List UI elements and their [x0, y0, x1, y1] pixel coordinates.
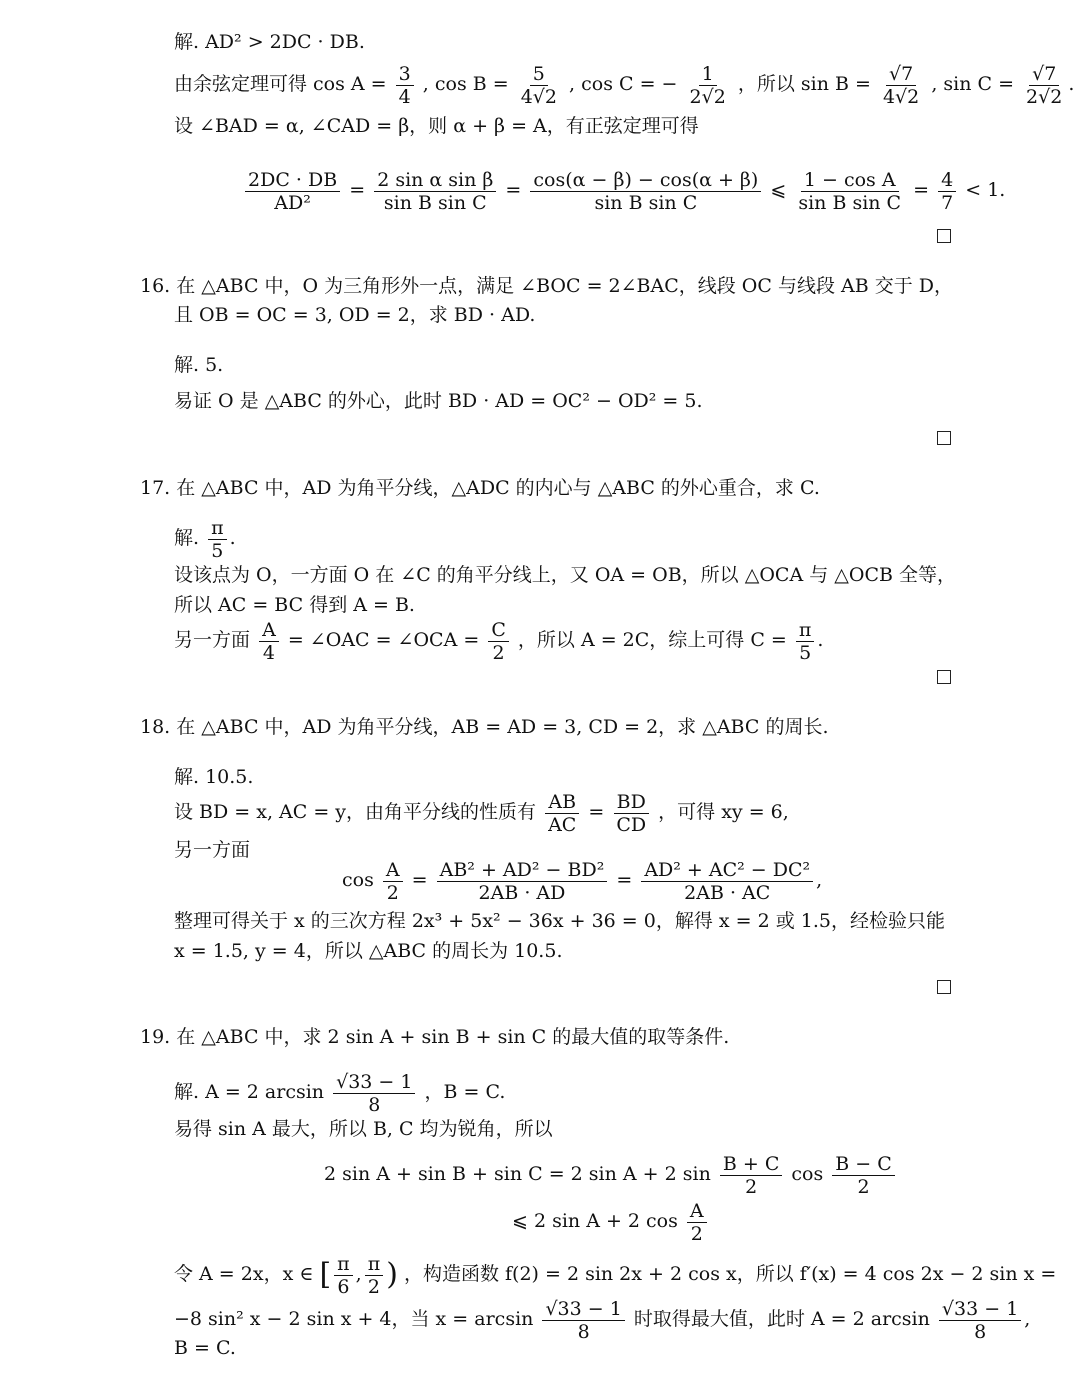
- fraction-bd-cd: $\frac{BD}{CD}$: [613, 791, 649, 836]
- qed-box: [937, 980, 951, 994]
- p17-question: 17. 在 △ABC 中，AD 为角平分线，△ADC 的内心与 △ABC 的外心重合，求 C.: [140, 477, 820, 499]
- p19-answer: 解. A = 2 arcsin $\frac{√33 - 1}{8}$ ，B = C.: [174, 1070, 506, 1116]
- p15-main-equation: $\frac{2DC \cdot DB}{\text{AD²}}$ = $\frac{\text{2 sin α sin β}}{\text{sin B sin C}}$ = $\frac{\cos(\alpha - \beta) - \cos(\alpha + \beta)}{\text{sin B sin C}}$ ⩽ $\frac{\text{1 − cos A}}{\text{sin B sin C}}$ = $\frac{4}{7}$ < 1.: [242, 166, 1005, 214]
- p19-solution-line1: 易得 sin A 最大，所以 B, C 均为锐角，所以: [174, 1118, 553, 1140]
- qed-box: [937, 431, 951, 445]
- p16-answer: 解. 5.: [174, 354, 224, 376]
- p18-solution-line2: 另一方面: [174, 839, 251, 861]
- p15-angle-setup: 设 ∠BAD = α, ∠CAD = β，则 α + β = A，有正弦定理可得: [174, 115, 699, 137]
- p17-solution-line1: 设该点为 O，一方面 O 在 ∠C 的角平分线上，又 OA = OB，所以 △OCA 与 △OCB 全等，: [174, 564, 956, 586]
- fraction-3-4: $\frac{3}{4}$: [396, 63, 414, 108]
- p18-solution-line3: 整理可得关于 x 的三次方程 2x³ + 5x² − 36x + 36 = 0，解得 x = 2 或 1.5，经检验只能: [174, 910, 945, 932]
- p17-solution-line2: 所以 AC = BC 得到 A = B.: [174, 594, 415, 616]
- fraction-cosb: $\frac{5}{4√2}$: [520, 62, 557, 108]
- p18-question: 18. 在 △ABC 中，AD 为角平分线，AB = AD = 3, CD = 2，求 △ABC 的周长.: [140, 716, 829, 738]
- p19-solution-line4: B = C.: [174, 1337, 236, 1359]
- p15-answer: 解. AD² > 2DC · DB.: [174, 31, 365, 53]
- fraction-sqrt33-b: $\frac{√33 - 1}{8}$: [542, 1298, 624, 1343]
- p18-solution-line1: 设 BD = x, AC = y，由角平分线的性质有 $\frac{AB}{AC}$ = $\frac{BD}{CD}$ ，可得 xy = 6,: [174, 790, 789, 836]
- p17-solution-line3: 另一方面 $\frac{A}{4}$ = ∠OAC = ∠OCA = $\frac{C}{2}$ ，所以 A = 2C，综上可得 C = $\frac{\pi}{5}$ .: [174, 618, 824, 664]
- fraction-cosc: $\frac{1}{2√2}$: [689, 62, 726, 108]
- fraction-ab-ac: $\frac{AB}{AC}$: [545, 791, 579, 836]
- eq-fraction-5: $\frac{4}{7}$: [938, 169, 956, 214]
- p19-solution-line3: −8 sin² x − 2 sin x + 4，当 x = arcsin $\frac{√33 - 1}{8}$ 时取得最大值，此时 A = 2 arcsin $\frac{√33 - 1}{8}$ ,: [174, 1297, 1031, 1343]
- fraction-b-plus-c: $\frac{B + C}{2}$: [720, 1153, 783, 1198]
- p19-equation-line2: ⩽ 2 sin A + 2 cos $\frac{A}{2}$: [512, 1197, 710, 1245]
- p17-answer: 解. $\frac{\pi}{5}$ .: [174, 516, 236, 562]
- p19-solution-line2: 令 A = 2x，x ∈ [ $\frac{\pi}{6}$ , $\frac{\pi}{2}$ ) ，构造函数 f(2) = 2 sin 2x + 2 cos x，所以 f′(x) = 4 cos 2x − 2 sin x =: [174, 1252, 1057, 1298]
- p19-question: 19. 在 △ABC 中，求 2 sin A + sin B + sin C 的最大值的取等条件.: [140, 1026, 730, 1048]
- fraction-pi-2: $\frac{\pi}{2}$: [365, 1253, 384, 1298]
- p18-answer: 解. 10.5.: [174, 766, 254, 788]
- qed-box: [937, 229, 951, 243]
- fraction-sqrt33: $\frac{√33 - 1}{8}$: [333, 1071, 415, 1116]
- eq-fraction-3: $\frac{\cos(\alpha - \beta) - \cos(\alpha + \beta)}{\text{sin B sin C}}$: [530, 169, 761, 214]
- fraction-sinb: $\frac{√7}{4√2}$: [882, 62, 920, 108]
- fraction-law-cos-1: $\frac{\text{AB² + AD² − BD²}}{2AB \cdot AD}$: [437, 859, 608, 904]
- eq-fraction-4: $\frac{\text{1 − cos A}}{\text{sin B sin C}}$: [798, 168, 902, 214]
- fraction-a-4: $\frac{A}{4}$: [259, 619, 279, 664]
- p16-question-line1: 16. 在 △ABC 中，O 为三角形外一点，满足 ∠BOC = 2∠BAC，线段 OC 与线段 AB 交于 D，: [140, 275, 953, 297]
- p16-solution: 易证 O 是 △ABC 的外心，此时 BD · AD = OC² − OD² = 5.: [174, 390, 703, 412]
- fraction-pi-5b: $\frac{\pi}{5}$: [796, 619, 815, 664]
- p18-solution-line4: x = 1.5, y = 4，所以 △ABC 的周长为 10.5.: [174, 940, 563, 962]
- fraction-a-2: $\frac{A}{2}$: [383, 859, 403, 904]
- p18-cos-equation: cos $\frac{A}{2}$ = $\frac{\text{AB² + AD² − BD²}}{2AB \cdot AD}$ = $\frac{\text{AD² + AC² − DC²}}{2AB \cdot AC}$ ,: [342, 858, 823, 904]
- fraction-sinc: $\frac{√7}{2√2}$: [1026, 62, 1063, 108]
- qed-box: [937, 670, 951, 684]
- eq-fraction-1: $\frac{2DC \cdot DB}{\text{AD²}}$: [245, 169, 340, 214]
- fraction-sqrt33-c: $\frac{√33 - 1}{8}$: [939, 1298, 1021, 1343]
- fraction-a-2b: $\frac{A}{2}$: [687, 1200, 707, 1245]
- fraction-pi-5: $\frac{\pi}{5}$: [208, 517, 227, 562]
- fraction-c-2: $\frac{C}{2}$: [488, 619, 509, 664]
- p19-equation-line1: 2 sin A + sin B + sin C = 2 sin A + 2 sin $\frac{B + C}{2}$ cos $\frac{B - C}{2}$: [324, 1150, 898, 1198]
- eq-fraction-2: $\frac{\text{2 sin α sin β}}{\text{sin B sin C}}$: [374, 169, 496, 214]
- fraction-law-cos-2: $\frac{\text{AD² + AC² − DC²}}{2AB \cdot AC}$: [641, 859, 813, 904]
- p16-question-line2: 且 OB = OC = 3, OD = 2，求 BD · AD.: [174, 304, 536, 326]
- fraction-b-minus-c: $\frac{B - C}{2}$: [832, 1153, 895, 1198]
- fraction-pi-6: $\frac{\pi}{6}$: [334, 1253, 353, 1298]
- p15-cosine-line: 由余弦定理可得 cos A = $\frac{3}{4}$ , cos B = $\frac{5}{4√2}$ , cos C = − $\frac{1}{2√2}$ ，所以 sin B = $\frac{√7}{4√2}$ , sin C = $\frac{√7}{2√2}$ .: [174, 62, 1075, 108]
